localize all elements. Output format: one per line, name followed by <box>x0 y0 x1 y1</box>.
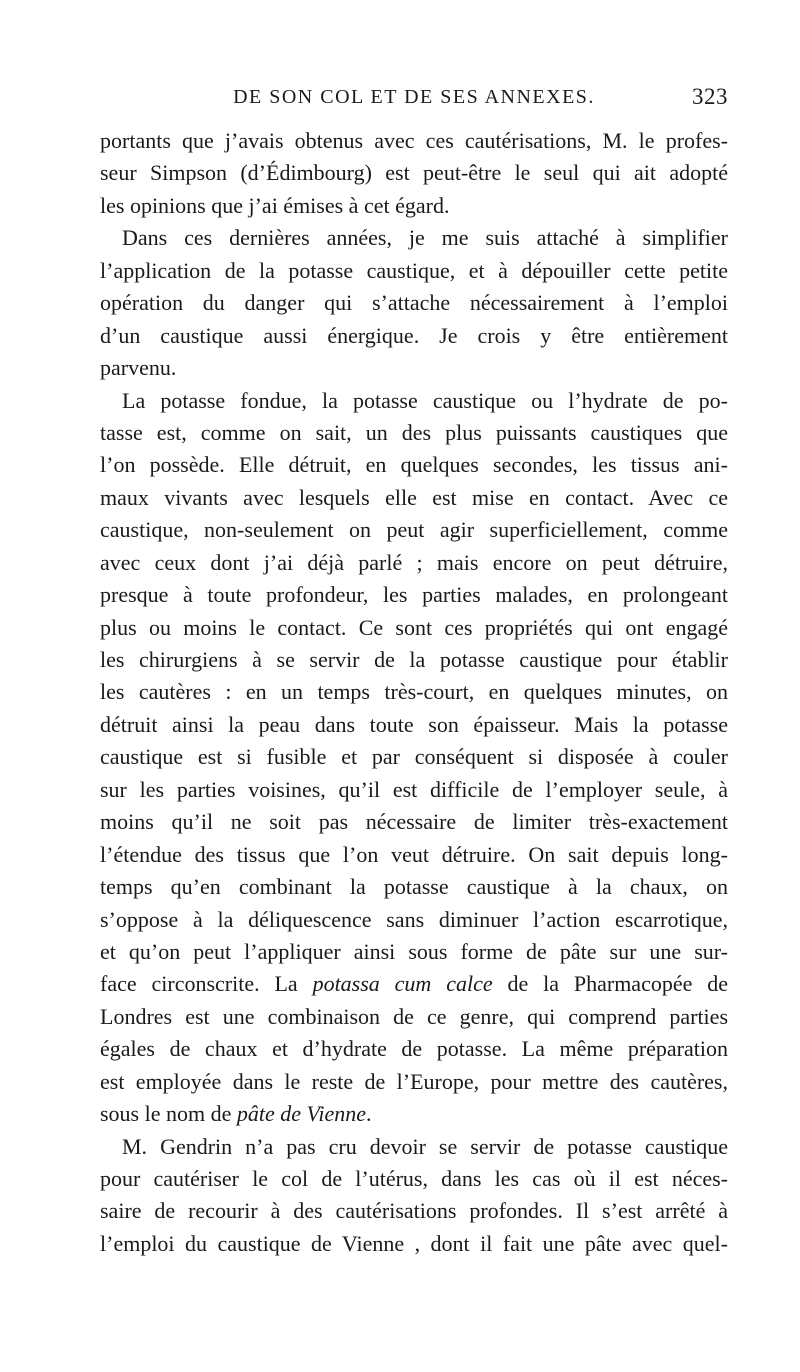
text-line-16: plus ou moins le contact. Ce sont ces propriétés qui ont engagé <box>100 614 728 640</box>
text-line-22: moins qu’il ne soit pas nécessaire de limiter très-exactement <box>100 809 728 835</box>
text-line-6: opération du danger qui s’attache nécessairement à l’emploi <box>100 290 728 316</box>
text-line-27-start: face circonscrite. La <box>100 971 313 997</box>
text-line-24: temps qu’en combinant la potasse caustique à la chaux, on <box>100 874 728 900</box>
text-line-26: et qu’on peut l’appliquer ainsi sous forme de pâte sur une sur- <box>100 938 728 964</box>
running-title: DE SON COL ET DE SES ANNEXES. <box>233 86 595 108</box>
text-line-7: d’un caustique aussi énergique. Je crois y être entièrement <box>100 322 728 348</box>
text-line-5: l’application de la potasse caustique, et à dépouiller cette petite <box>100 257 728 283</box>
text-line-14: avec ceux dont j’ai déjà parlé ; mais encore on peut détruire, <box>100 549 728 575</box>
text-line-15: presque à toute profondeur, les parties malades, en prolongeant <box>100 582 728 608</box>
italic-term-potassa-cum-calce: potassa cum calce <box>312 971 493 997</box>
italic-term-pate-de-vienne: pâte de Vienne <box>236 1101 366 1127</box>
text-line-9: La potasse fondue, la potasse caustique ou l’hydrate de po- <box>122 387 728 413</box>
text-line-17: les chirurgiens à se servir de la potasse caustique pour établir <box>100 647 728 672</box>
text-line-18: les cautères : en un temps très-court, en quelques minutes, on <box>100 679 728 705</box>
text-line-20: caustique est si fusible et par conséquent si disposée à couler <box>100 744 728 770</box>
page-number: 323 <box>692 84 728 109</box>
text-line-31 <box>100 1098 728 1130</box>
text-line-21: sur les parties voisines, qu’il est difficile de l’employer seule, à <box>100 776 728 802</box>
text-line-27 <box>100 968 728 1000</box>
text-line-11: l’on possède. Elle détruit, en quelques secondes, les tissus ani- <box>100 452 728 478</box>
text-line-31-start: sous le nom de <box>100 1101 237 1127</box>
text-line-12: maux vivants avec lesquels elle est mise en contact. Avec ce <box>100 484 728 510</box>
text-line-4: Dans ces dernières années, je me suis attaché à simplifier <box>122 225 728 251</box>
text-line-33: pour cautériser le col de l’utérus, dans les cas où il est néces- <box>100 1166 728 1191</box>
text-line-31-end: . <box>365 1101 372 1127</box>
text-line-3: les opinions que j’ai émises à cet égard. <box>100 192 450 218</box>
text-line-19: détruit ainsi la peau dans toute son épaisseur. Mais la potasse <box>100 711 728 737</box>
text-line-29: égales de chaux et d’hydrate de potasse. La même préparation <box>100 1036 728 1062</box>
text-line-30: est employée dans le reste de l’Europe, pour mettre des cautères, <box>100 1068 728 1094</box>
text-line-25: s’oppose à la déliquescence sans diminuer l’action escarrotique, <box>100 906 728 932</box>
text-line-1: portants que j’avais obtenus avec ces cautérisations, M. le profes- <box>100 128 728 153</box>
text-line-13: caustique, non-seulement on peut agir superficiellement, comme <box>100 517 728 543</box>
text-line-23: l’étendue des tissus que l’on veut détruire. On sait depuis long- <box>100 841 728 867</box>
text-line-35: l’emploi du caustique de Vienne , dont il fait une pâte avec quel- <box>100 1230 728 1256</box>
text-line-10: tasse est, comme on sait, un des plus puissants caustiques que <box>100 419 728 445</box>
body-text <box>100 125 728 1260</box>
text-line-28: Londres est une combinaison de ce genre, qui comprend parties <box>100 1003 728 1029</box>
running-head <box>100 86 728 116</box>
text-line-8: parvenu. <box>100 355 177 381</box>
text-line-34: saire de recourir à des cautérisations profondes. Il s’est arrêté à <box>100 1198 728 1224</box>
text-line-32: M. Gendrin n’a pas cru devoir se servir de potasse caustique <box>122 1133 728 1159</box>
text-line-27-end: de la Pharmacopée de <box>492 971 729 997</box>
text-line-2: seur Simpson (d’Édimbourg) est peut-être le seul qui ait adopté <box>100 160 728 186</box>
